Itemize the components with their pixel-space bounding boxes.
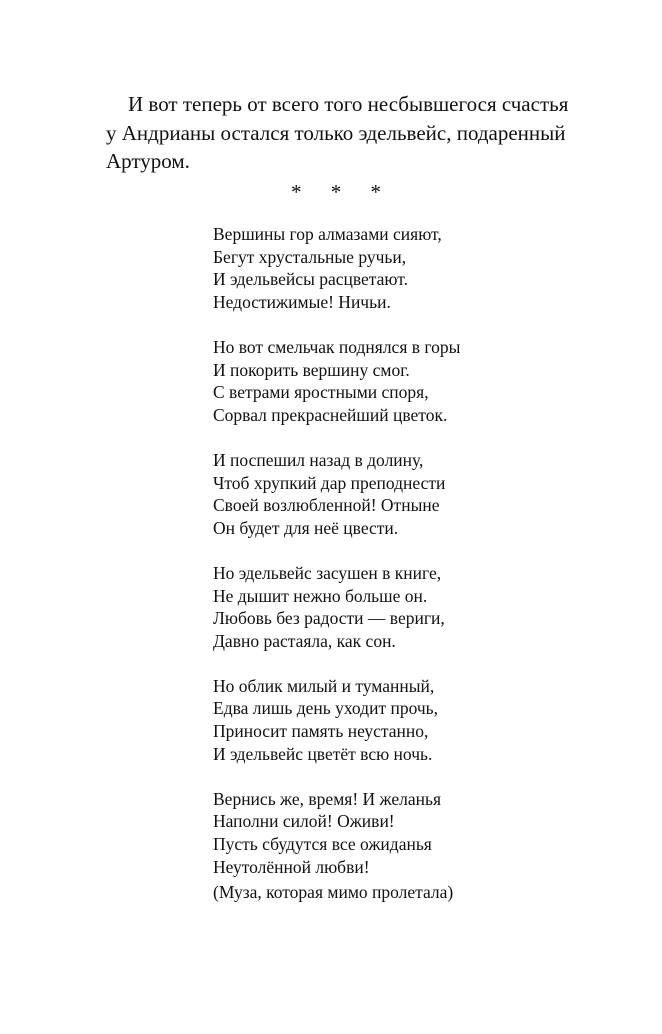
poem-verse: Чтоб хрупкий дар преподнести — [213, 472, 446, 493]
poem-stanza — [213, 336, 460, 426]
poem-verse: Бегут хрустальные ручьи, — [213, 246, 407, 267]
prose-line: И вот теперь от всего того несбывшегося счастья — [128, 92, 569, 116]
poem-verse: Вернись же, время! И желанья — [213, 788, 442, 809]
poem-stanza — [213, 223, 460, 313]
poem-verse: Наполни силой! Оживи! — [213, 811, 395, 832]
poem-verse: Но облик милый и туманный, — [213, 675, 435, 696]
poem-verse: Неутолённой любви! — [213, 856, 370, 877]
poem-verse: Недостижимые! Ничьи. — [213, 291, 391, 312]
poem-stanza — [213, 562, 460, 652]
poem-verse: Но вот смельчак поднялся в горы — [213, 336, 461, 357]
prose-line: у Андрианы остался только эдельвейс, подаренный — [106, 120, 566, 145]
poem-verse: Сорвал прекраснейший цветок. — [213, 404, 448, 425]
poem-verse: Приносит память неустанно, — [213, 721, 429, 742]
poem-verse: Вершины гор алмазами сияют, — [213, 224, 442, 244]
prose-paragraph — [106, 90, 596, 176]
poem-verse: Давно растаяла, как сон. — [213, 630, 396, 651]
poem-verse: Он будет для неё цвести. — [213, 517, 399, 538]
poem-verse: И поспешил назад в долину, — [213, 449, 424, 470]
poem-signature: (Муза, которая мимо пролетала) — [213, 881, 454, 902]
poem-verse: Едва лишь день уходит прочь, — [213, 698, 439, 719]
section-separator: * * * — [291, 180, 393, 204]
poem-verse: И эдельвейсы расцветают. — [213, 269, 408, 290]
poem-verse: И покорить вершину смог. — [213, 359, 410, 380]
poem-verse: Но эдельвейс засушен в книге, — [213, 562, 442, 583]
poem-verse: Любовь без радости — вериги, — [213, 608, 445, 629]
poem-verse: И эдельвейс цветёт всю ночь. — [213, 743, 433, 764]
poem-verse: С ветрами яростными споря, — [213, 382, 429, 403]
poem-stanza — [213, 788, 460, 878]
poem — [213, 223, 460, 903]
poem-verse: Не дышит нежно больше он. — [213, 585, 428, 606]
poem-stanza — [213, 675, 460, 765]
prose-line: Артуром. — [106, 149, 190, 173]
poem-stanza — [213, 449, 460, 539]
poem-verse: Своей возлюбленной! Отныне — [213, 495, 440, 516]
poem-verse: Пусть сбудутся все ожиданья — [213, 834, 432, 855]
